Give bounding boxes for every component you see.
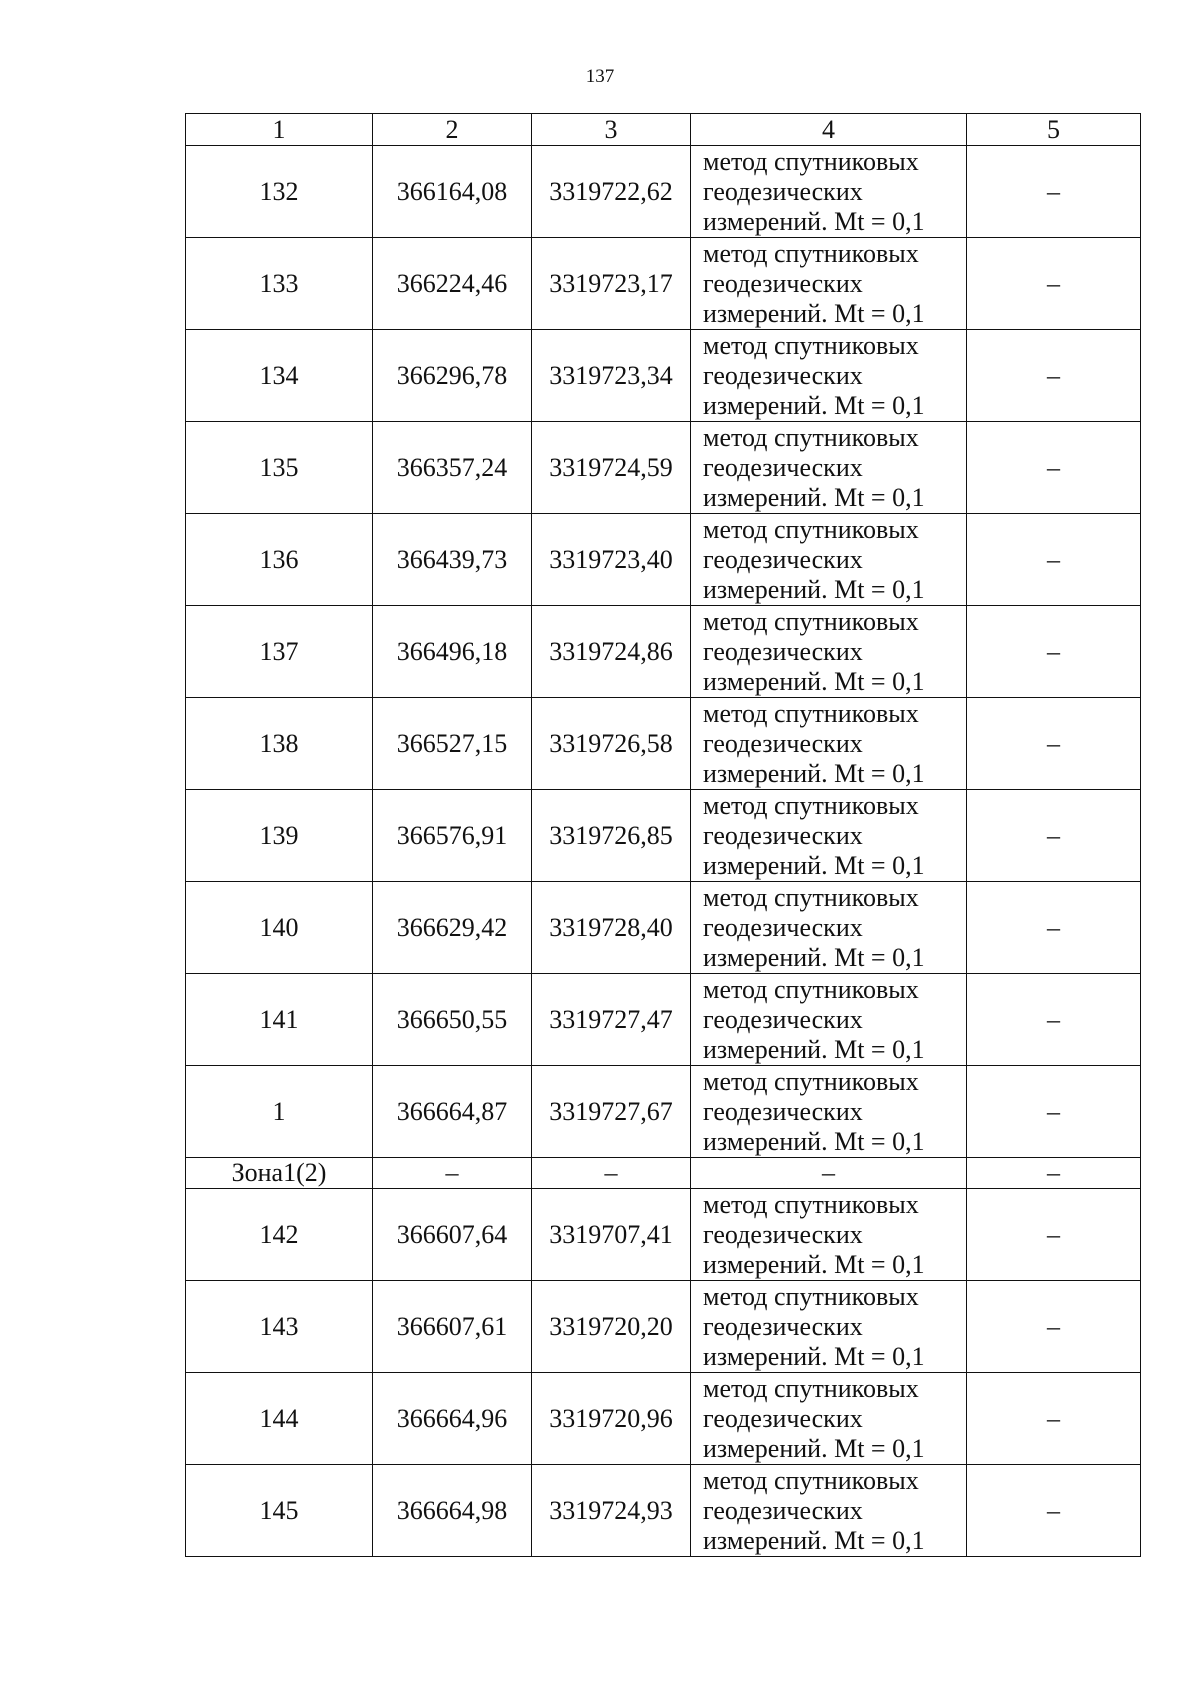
method-cell	[691, 1281, 967, 1373]
table-row	[186, 1281, 1141, 1373]
y-coordinate-cell: 3319722,62	[532, 146, 691, 238]
method-text-line: геодезических	[703, 912, 863, 942]
description-cell: –	[967, 1373, 1141, 1465]
zone-cell: –	[967, 1158, 1141, 1189]
point-number-cell: 132	[186, 146, 373, 238]
zone-cell: –	[373, 1158, 532, 1189]
x-coordinate-cell: 366576,91	[373, 790, 532, 882]
method-text-line: геодезических	[703, 544, 863, 574]
method-text-line: метод спутниковых	[703, 790, 919, 820]
method-text-line: измерений. Mt = 0,1	[703, 666, 925, 696]
y-coordinate-cell: 3319723,40	[532, 514, 691, 606]
table-row	[186, 238, 1141, 330]
x-coordinate-cell: 366439,73	[373, 514, 532, 606]
point-number-cell: 140	[186, 882, 373, 974]
method-text-line: геодезических	[703, 1004, 863, 1034]
method-text-line: геодезических	[703, 452, 863, 482]
table-row	[186, 974, 1141, 1066]
method-text-line: измерений. Mt = 0,1	[703, 1249, 925, 1279]
x-coordinate-cell: 366164,08	[373, 146, 532, 238]
method-cell	[691, 422, 967, 514]
method-text-line: измерений. Mt = 0,1	[703, 850, 925, 880]
description-cell: –	[967, 422, 1141, 514]
method-text-line: измерений. Mt = 0,1	[703, 1341, 925, 1371]
description-cell: –	[967, 238, 1141, 330]
method-text-line: метод спутниковых	[703, 1281, 919, 1311]
table-row	[186, 1465, 1141, 1557]
method-text-line: измерений. Mt = 0,1	[703, 298, 925, 328]
x-coordinate-cell: 366650,55	[373, 974, 532, 1066]
y-coordinate-cell: 3319720,20	[532, 1281, 691, 1373]
x-coordinate-cell: 366664,96	[373, 1373, 532, 1465]
method-text-line: геодезических	[703, 1096, 863, 1126]
point-number-cell: 135	[186, 422, 373, 514]
table-body	[186, 146, 1141, 1557]
description-cell: –	[967, 974, 1141, 1066]
description-cell: –	[967, 1281, 1141, 1373]
method-text-line: геодезических	[703, 636, 863, 666]
table-row	[186, 146, 1141, 238]
point-number-cell: 143	[186, 1281, 373, 1373]
method-text-line: геодезических	[703, 1495, 863, 1525]
method-text-line: метод спутниковых	[703, 146, 919, 176]
point-number-cell: 133	[186, 238, 373, 330]
method-text-line: метод спутниковых	[703, 330, 919, 360]
method-cell	[691, 974, 967, 1066]
method-text-line: измерений. Mt = 0,1	[703, 390, 925, 420]
page-number: 137	[585, 66, 615, 87]
method-text-line: геодезических	[703, 360, 863, 390]
method-text-line: геодезических	[703, 728, 863, 758]
description-cell: –	[967, 1465, 1141, 1557]
x-coordinate-cell: 366664,98	[373, 1465, 532, 1557]
column-header: 3	[532, 114, 691, 146]
y-coordinate-cell: 3319727,67	[532, 1066, 691, 1158]
point-number-cell: 134	[186, 330, 373, 422]
description-cell: –	[967, 330, 1141, 422]
table-row	[186, 1373, 1141, 1465]
method-text-line: метод спутниковых	[703, 1465, 919, 1495]
description-cell: –	[967, 1066, 1141, 1158]
zone-cell: –	[691, 1158, 967, 1189]
y-coordinate-cell: 3319723,34	[532, 330, 691, 422]
x-coordinate-cell: 366527,15	[373, 698, 532, 790]
y-coordinate-cell: 3319727,47	[532, 974, 691, 1066]
zone-label: Зона1(2)	[186, 1158, 373, 1189]
y-coordinate-cell: 3319723,17	[532, 238, 691, 330]
point-number-cell: 138	[186, 698, 373, 790]
method-cell	[691, 238, 967, 330]
table-row	[186, 606, 1141, 698]
method-cell	[691, 146, 967, 238]
x-coordinate-cell: 366607,61	[373, 1281, 532, 1373]
method-cell	[691, 606, 967, 698]
y-coordinate-cell: 3319720,96	[532, 1373, 691, 1465]
y-coordinate-cell: 3319726,85	[532, 790, 691, 882]
coordinates-table	[185, 113, 1141, 1557]
y-coordinate-cell: 3319724,86	[532, 606, 691, 698]
method-cell	[691, 330, 967, 422]
y-coordinate-cell: 3319728,40	[532, 882, 691, 974]
method-cell	[691, 1373, 967, 1465]
table-row	[186, 1066, 1141, 1158]
point-number-cell: 139	[186, 790, 373, 882]
method-text-line: метод спутниковых	[703, 974, 919, 1004]
table-row	[186, 698, 1141, 790]
x-coordinate-cell: 366296,78	[373, 330, 532, 422]
method-cell	[691, 790, 967, 882]
method-cell	[691, 1189, 967, 1281]
x-coordinate-cell: 366664,87	[373, 1066, 532, 1158]
x-coordinate-cell: 366224,46	[373, 238, 532, 330]
method-text-line: метод спутниковых	[703, 238, 919, 268]
description-cell: –	[967, 790, 1141, 882]
description-cell: –	[967, 606, 1141, 698]
description-cell: –	[967, 146, 1141, 238]
method-cell	[691, 514, 967, 606]
method-text-line: измерений. Mt = 0,1	[703, 1126, 925, 1156]
point-number-cell: 1	[186, 1066, 373, 1158]
table-header-row	[186, 114, 1141, 146]
point-number-cell: 144	[186, 1373, 373, 1465]
description-cell: –	[967, 1189, 1141, 1281]
method-text-line: измерений. Mt = 0,1	[703, 206, 925, 236]
zone-cell: –	[532, 1158, 691, 1189]
method-text-line: геодезических	[703, 268, 863, 298]
point-number-cell: 136	[186, 514, 373, 606]
method-text-line: метод спутниковых	[703, 1189, 919, 1219]
method-text-line: геодезических	[703, 1219, 863, 1249]
table-row	[186, 422, 1141, 514]
method-text-line: геодезических	[703, 820, 863, 850]
y-coordinate-cell: 3319707,41	[532, 1189, 691, 1281]
zone-row	[186, 1158, 1141, 1189]
method-cell	[691, 1066, 967, 1158]
method-text-line: измерений. Mt = 0,1	[703, 574, 925, 604]
method-text-line: геодезических	[703, 1403, 863, 1433]
method-text-line: геодезических	[703, 1311, 863, 1341]
point-number-cell: 145	[186, 1465, 373, 1557]
method-text-line: измерений. Mt = 0,1	[703, 482, 925, 512]
point-number-cell: 141	[186, 974, 373, 1066]
method-text-line: геодезических	[703, 176, 863, 206]
method-text-line: измерений. Mt = 0,1	[703, 942, 925, 972]
x-coordinate-cell: 366607,64	[373, 1189, 532, 1281]
table-row	[186, 790, 1141, 882]
method-text-line: метод спутниковых	[703, 698, 919, 728]
x-coordinate-cell: 366496,18	[373, 606, 532, 698]
column-header: 5	[967, 114, 1141, 146]
description-cell: –	[967, 882, 1141, 974]
method-text-line: измерений. Mt = 0,1	[703, 1525, 925, 1555]
x-coordinate-cell: 366629,42	[373, 882, 532, 974]
method-text-line: метод спутниковых	[703, 882, 919, 912]
table-row	[186, 330, 1141, 422]
table-row	[186, 1189, 1141, 1281]
method-cell	[691, 698, 967, 790]
method-text-line: метод спутниковых	[703, 422, 919, 452]
table-row	[186, 514, 1141, 606]
y-coordinate-cell: 3319726,58	[532, 698, 691, 790]
y-coordinate-cell: 3319724,93	[532, 1465, 691, 1557]
method-cell	[691, 882, 967, 974]
table-row	[186, 882, 1141, 974]
description-cell: –	[967, 698, 1141, 790]
description-cell: –	[967, 514, 1141, 606]
point-number-cell: 142	[186, 1189, 373, 1281]
method-text-line: измерений. Mt = 0,1	[703, 1034, 925, 1064]
y-coordinate-cell: 3319724,59	[532, 422, 691, 514]
method-text-line: измерений. Mt = 0,1	[703, 1433, 925, 1463]
method-text-line: измерений. Mt = 0,1	[703, 758, 925, 788]
column-header: 2	[373, 114, 532, 146]
x-coordinate-cell: 366357,24	[373, 422, 532, 514]
method-text-line: метод спутниковых	[703, 514, 919, 544]
method-text-line: метод спутниковых	[703, 1373, 919, 1403]
method-cell	[691, 1465, 967, 1557]
point-number-cell: 137	[186, 606, 373, 698]
method-text-line: метод спутниковых	[703, 606, 919, 636]
column-header: 1	[186, 114, 373, 146]
column-header: 4	[691, 114, 967, 146]
method-text-line: метод спутниковых	[703, 1066, 919, 1096]
